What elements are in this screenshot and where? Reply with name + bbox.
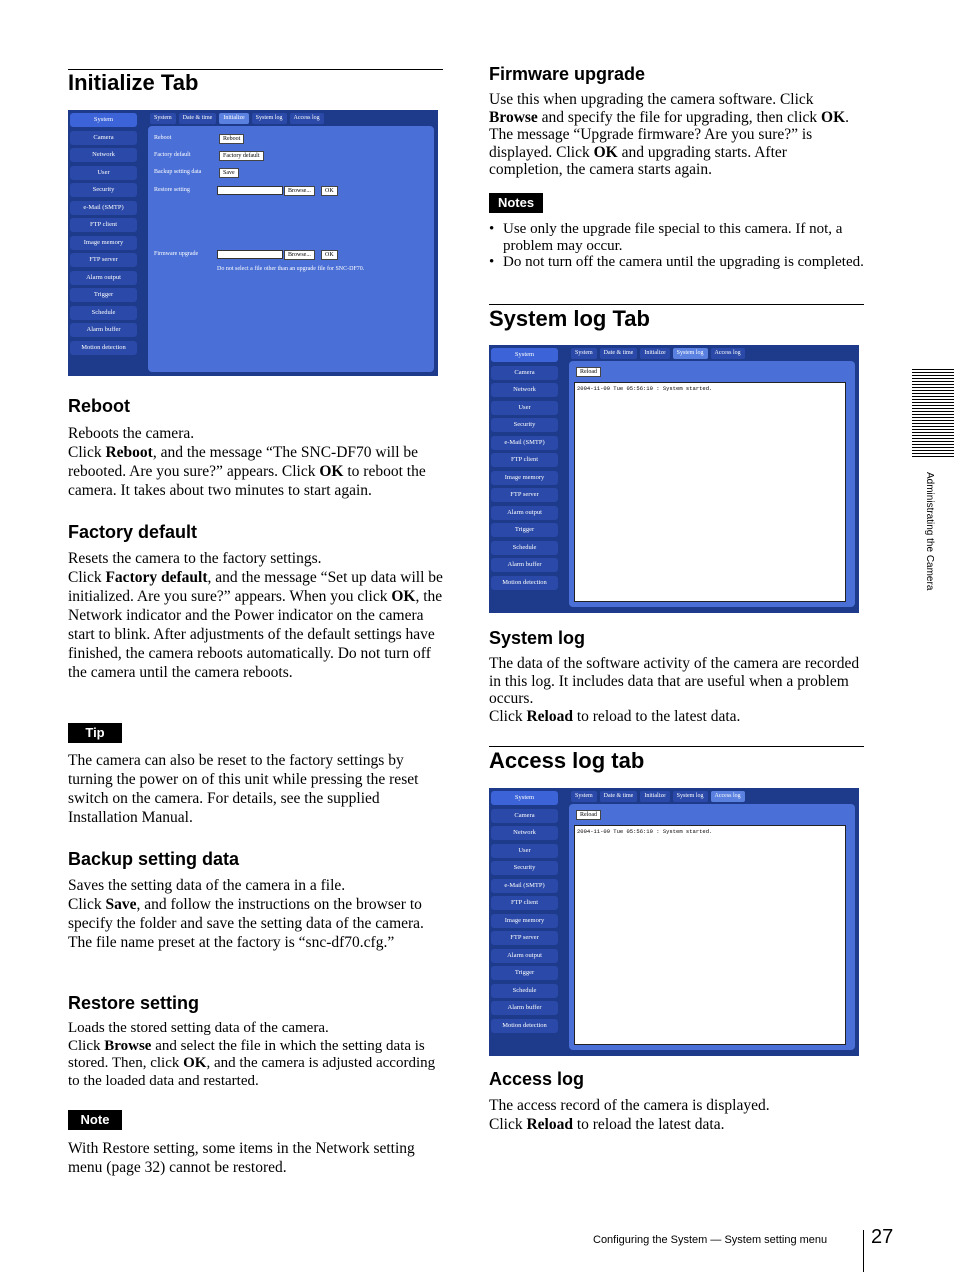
system-log-tab-heading: System log Tab [489, 306, 650, 331]
screen-tab: Date & time [179, 113, 217, 124]
menu-item: Image memory [491, 471, 558, 485]
menu-item: Schedule [491, 984, 558, 998]
screen-label: Backup setting data [154, 169, 202, 175]
menu-item: Schedule [70, 306, 137, 320]
firmware-heading: Firmware upgrade [489, 64, 646, 84]
menu-item: Alarm buffer [491, 558, 558, 572]
menu-item: FTP client [491, 453, 558, 467]
menu-item: Trigger [491, 966, 558, 980]
tip-text: The camera can also be reset to the factory settings by turning the power on of this unit while pressing the reset switch on the camera. For details, see the supplied Installation Manual. [68, 752, 419, 826]
notes-list [489, 221, 864, 271]
menu-item: Security [491, 861, 558, 875]
screen-button: Reload [576, 367, 601, 377]
menu-item: Network [491, 383, 558, 397]
menu-item: Motion detection [70, 341, 137, 355]
screen-input [217, 186, 283, 195]
note-badge: Note [68, 1110, 122, 1130]
screen-tab: Date & time [600, 348, 638, 359]
menu-item: Alarm output [70, 271, 137, 285]
menu-item: e-Mail (SMTP) [491, 879, 558, 893]
screen-label: Restore setting [154, 187, 190, 193]
menu-item: Alarm buffer [70, 323, 137, 337]
screen-tabs [150, 113, 324, 124]
screen-panel [569, 804, 855, 1050]
screen-menu [70, 113, 137, 358]
factory-default-text: Resets the camera to the factory settings. Click Factory default, and the message “Set up data will be initialized. Are you sure?” appears. When you click OK, the Network indicator and the Power indicator on the camera start to blink. After adjustments of the default settings have finished, the camera reboots automatically. Do not turn off the camera until the camera reboots. [68, 550, 443, 681]
initialize-tab-heading: Initialize Tab [68, 70, 199, 95]
system-log-screenshot [489, 345, 859, 613]
access-log-screenshot [489, 788, 859, 1056]
factory-default-heading: Factory default [68, 522, 198, 542]
screen-tab: Access log [711, 791, 745, 802]
screen-button: Reload [576, 810, 601, 820]
system-log-heading: System log [489, 628, 586, 648]
screen-label: Reboot [154, 135, 172, 141]
menu-item: User [491, 844, 558, 858]
screen-tabs [571, 348, 745, 359]
screen-panel [148, 126, 434, 372]
menu-item: Image memory [70, 236, 137, 250]
screen-tab: Date & time [600, 791, 638, 802]
list-item: • Use only the upgrade file special to this camera. If not, a problem may occur. [489, 221, 864, 254]
menu-item: Trigger [491, 523, 558, 537]
menu-item: System [70, 113, 137, 127]
backup-heading: Backup setting data [68, 849, 240, 869]
screen-label: Factory default [154, 152, 191, 158]
menu-item: Image memory [491, 914, 558, 928]
screen-button: Browse... [284, 186, 315, 196]
screen-menu [491, 791, 558, 1036]
tip-badge: Tip [68, 723, 122, 743]
screen-tab: System log [673, 348, 708, 359]
footer-divider [863, 1230, 864, 1272]
menu-item: FTP client [491, 896, 558, 910]
system-log-text: The data of the software activity of the camera are recorded in this log. It includes data that are useful when a problem occurs. Click Reload to reload to the latest data. [489, 655, 860, 725]
screen-tab: System [571, 348, 597, 359]
list-item: • Do not turn off the camera until the upgrading is completed. [489, 254, 864, 271]
footer-text: Configuring the System — System setting menu [593, 1234, 828, 1246]
menu-item: FTP client [70, 218, 137, 232]
menu-item: Camera [70, 131, 137, 145]
menu-item: Network [70, 148, 137, 162]
screen-tab: System [571, 791, 597, 802]
menu-item: Camera [491, 366, 558, 380]
menu-item: FTP server [491, 931, 558, 945]
screen-tabs [571, 791, 745, 802]
log-box: 2004-11-09 Tue 05:56:10 : System started. [574, 825, 846, 1045]
screen-label: Firmware upgrade [154, 251, 199, 257]
screen-button: Save [219, 168, 239, 178]
restore-heading: Restore setting [68, 993, 200, 1013]
screen-tab: Access log [711, 348, 745, 359]
menu-item: Trigger [70, 288, 137, 302]
menu-item: e-Mail (SMTP) [491, 436, 558, 450]
initialize-screenshot [68, 110, 438, 376]
reboot-text: Reboots the camera. Click Reboot, and the message “The SNC-DF70 will be rebooted. Are you sure?” appears. Click OK to reboot the camera. It takes about two minutes to start again. [68, 425, 426, 499]
section-rule [489, 304, 864, 305]
menu-item: System [491, 791, 558, 805]
access-log-text: The access record of the camera is displayed. Click Reload to reload the latest data. [489, 1097, 770, 1133]
menu-item: Security [491, 418, 558, 432]
reboot-heading: Reboot [68, 396, 130, 416]
screen-tab: System log [252, 113, 287, 124]
section-rule [489, 746, 864, 747]
menu-item: Network [491, 826, 558, 840]
screen-tab: System log [673, 791, 708, 802]
access-log-heading: Access log [489, 1069, 585, 1089]
firmware-text: Use this when upgrading the camera software. Click Browse and specify the file for upgrading, then click OK. The message “Upgrade firmware? Are you sure?” is displayed. Click OK and upgrading starts. After completion, the camera starts again. [489, 91, 850, 178]
side-tab-label: Administrating the Camera [924, 472, 935, 591]
screen-button: Browse... [284, 250, 315, 260]
log-box: 2004-11-09 Tue 05:56:10 : System started. [574, 382, 846, 602]
menu-item: Motion detection [491, 1019, 558, 1033]
screen-tab: System [150, 113, 176, 124]
screen-tab: Access log [290, 113, 324, 124]
menu-item: Schedule [491, 541, 558, 555]
menu-item: Alarm buffer [491, 1001, 558, 1015]
screen-button: OK [321, 186, 338, 196]
screen-tab: Initialize [640, 348, 669, 359]
notes-badge: Notes [489, 193, 543, 213]
menu-item: FTP server [491, 488, 558, 502]
menu-item: User [491, 401, 558, 415]
screen-tab: Initialize [219, 113, 248, 124]
page-number: 27 [871, 1226, 894, 1248]
menu-item: FTP server [70, 253, 137, 267]
menu-item: e-Mail (SMTP) [70, 201, 137, 215]
screen-panel [569, 361, 855, 607]
note-text: With Restore setting, some items in the Network setting menu (page 32) cannot be restored. [68, 1140, 415, 1176]
menu-item: Alarm output [491, 506, 558, 520]
screen-button: Reboot [219, 134, 244, 144]
menu-item: Camera [491, 809, 558, 823]
menu-item: System [491, 348, 558, 362]
menu-item: Security [70, 183, 137, 197]
screen-button: Factory default [219, 151, 264, 161]
menu-item: Alarm output [491, 949, 558, 963]
backup-text: Saves the setting data of the camera in a file. Click Save, and follow the instructions on the browser to specify the folder and save the setting data of the camera. The file name preset at the factory is “snc-df70.cfg.” [68, 877, 424, 951]
side-tab-marker [912, 369, 954, 459]
screen-input [217, 250, 283, 259]
menu-item: User [70, 166, 137, 180]
screen-label: Do not select a file other than an upgrade file for SNC-DF70. [217, 266, 365, 272]
screen-menu [491, 348, 558, 593]
restore-text: Loads the stored setting data of the camera. Click Browse and select the file in which the setting data is stored. Then, click OK, and the camera is adjusted according to the loaded data and restarted. [68, 1020, 436, 1089]
screen-button: OK [321, 250, 338, 260]
screen-tab: Initialize [640, 791, 669, 802]
access-log-tab-heading: Access log tab [489, 748, 645, 773]
menu-item: Motion detection [491, 576, 558, 590]
